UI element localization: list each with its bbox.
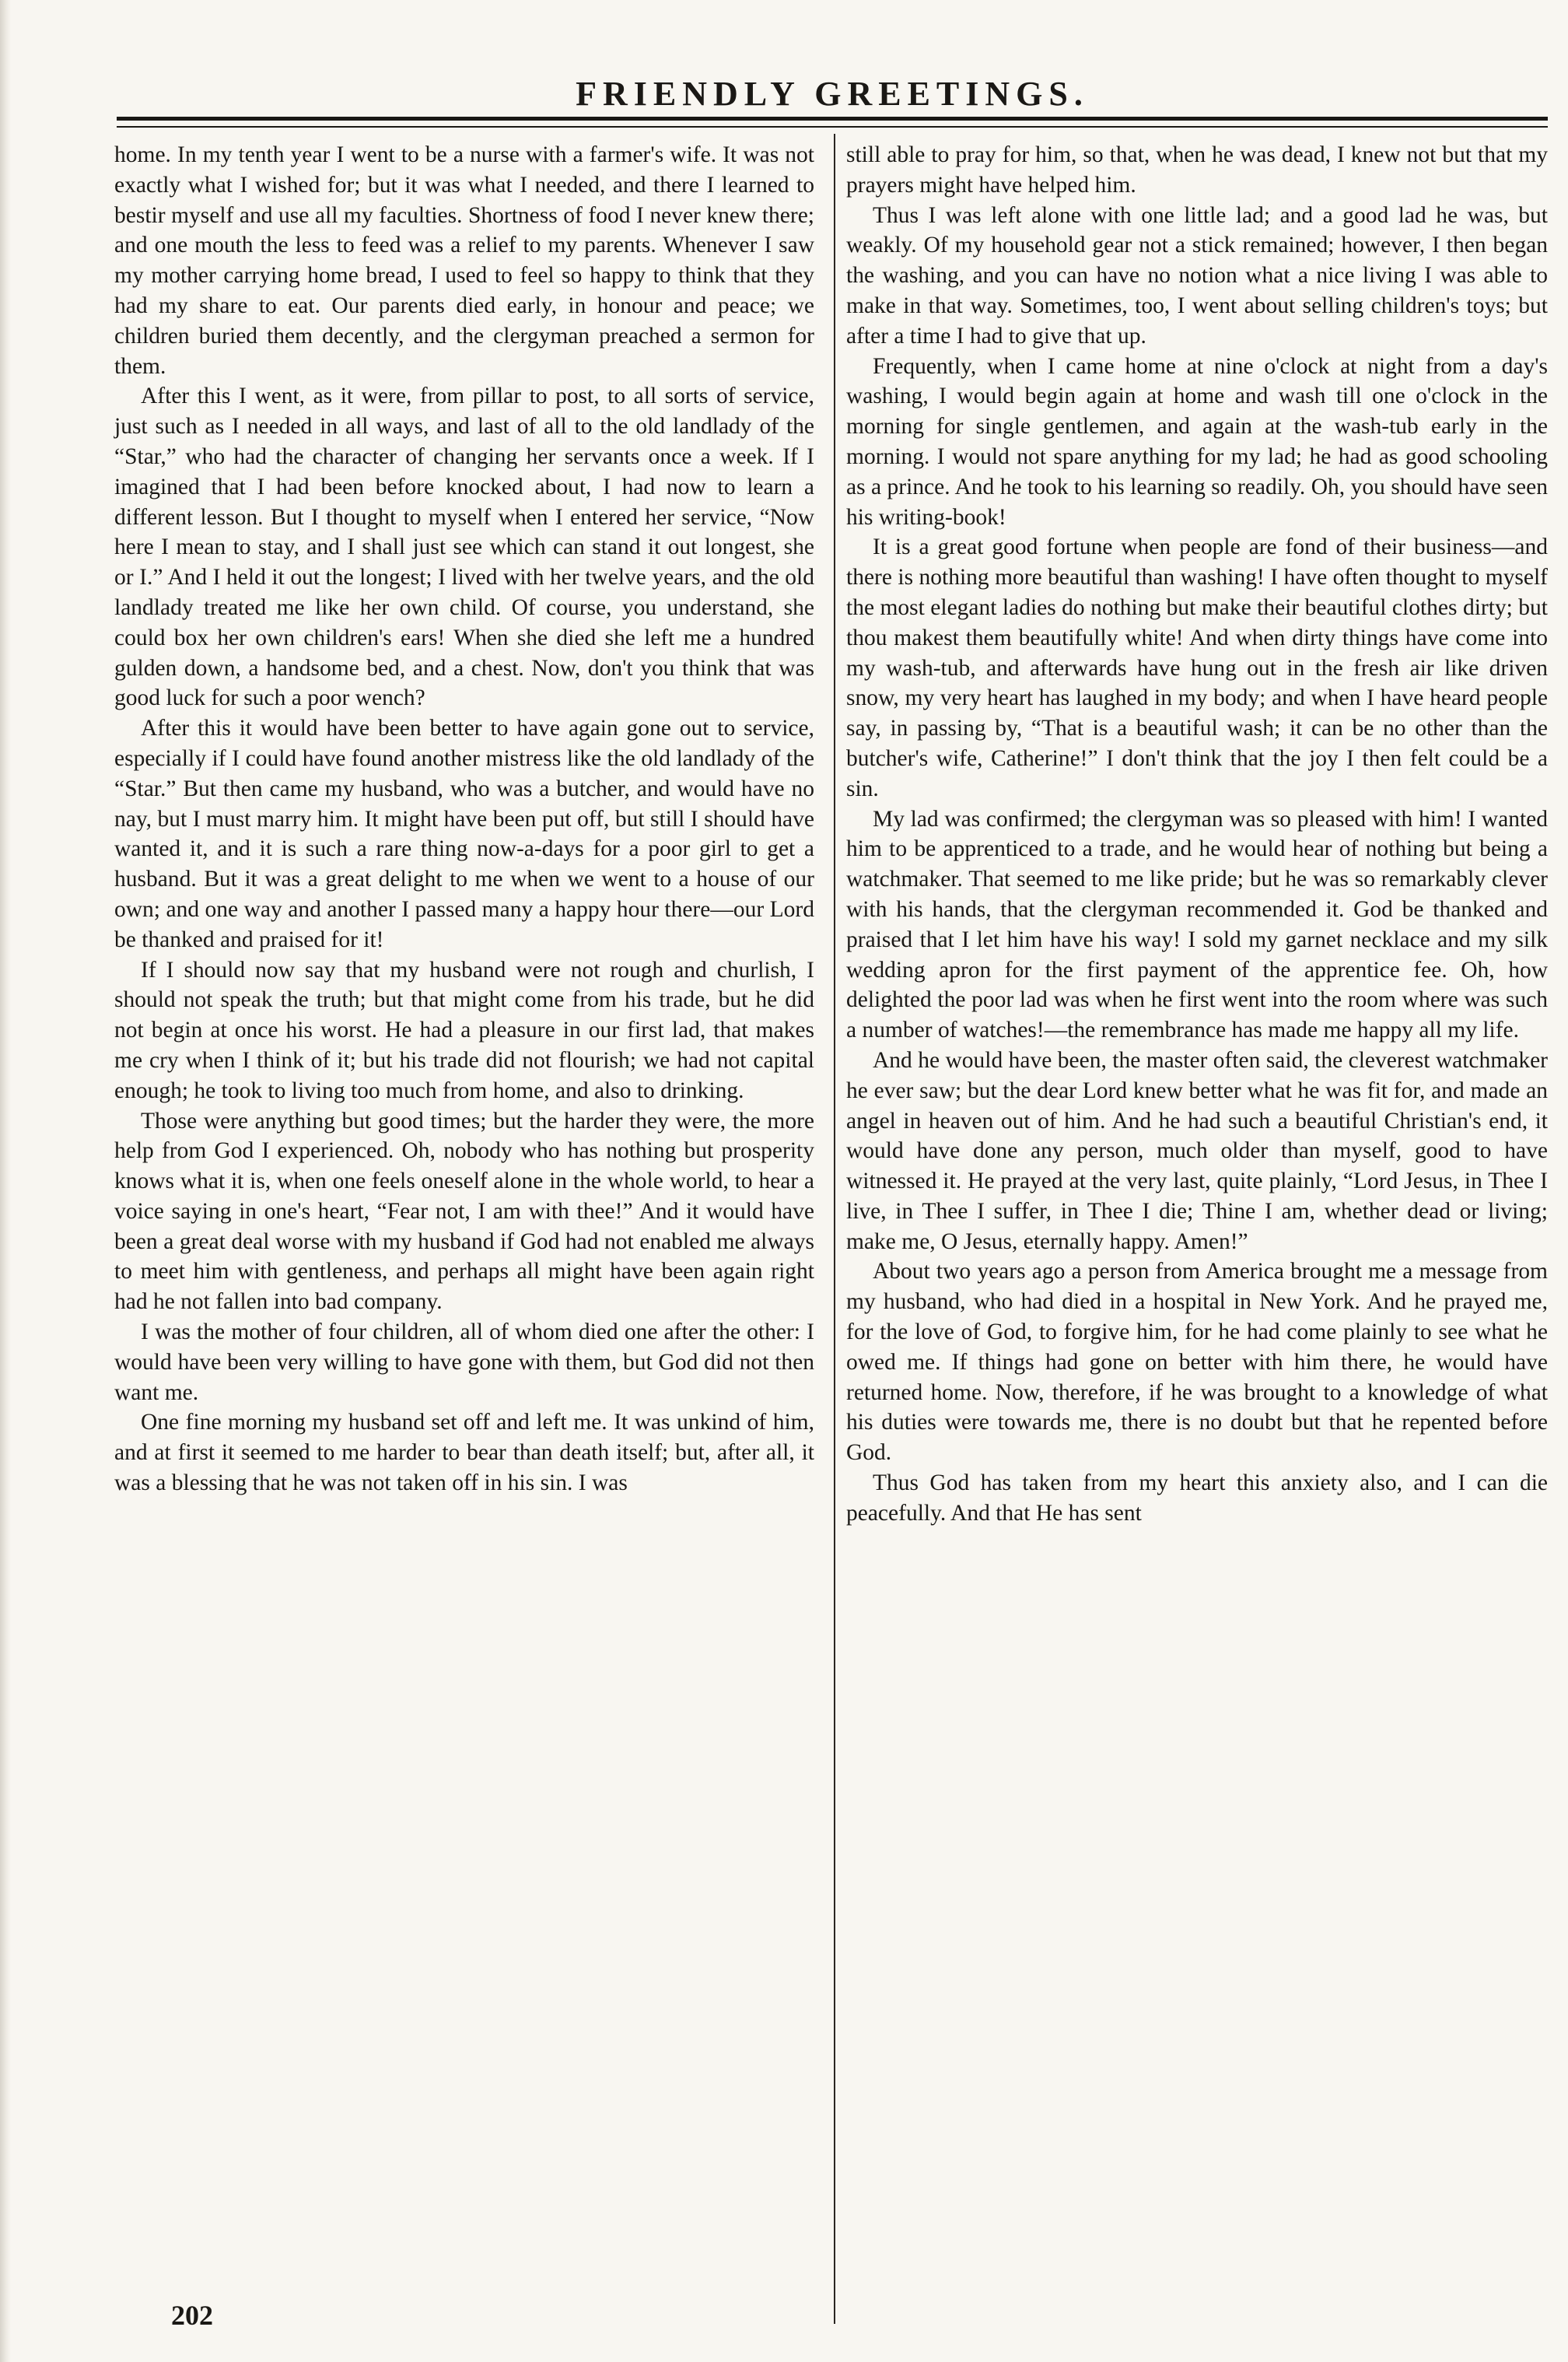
header-rule-thin: [117, 126, 1548, 128]
paragraph: I was the mother of four children, all of whom died one after the other: I would have been very willing to have gone with them, but God did not then want me.: [114, 1319, 814, 1405]
paragraph: And he would have been, the master often said, the cleverest watchmaker he ever saw; but the dear Lord knew better what he was fit for, and made an angel in heaven out of him. And he had such a beautiful Christian's end, it would have done any person, much older than myself, good to have witnessed it. He prayed at the very last, quite plainly, “Lord Jesus, in Thee I live, in Thee I suffer, in Thee I die; Thine I am, whether dead or living; make me, O Jesus, eternally happy. Amen!”: [846, 1047, 1548, 1254]
paragraph: Thus I was left alone with one little lad; and a good lad he was, but weakly. Of my household gear not a stick remained; however, I then began the washing, and you can have no notion what a nice living I was able to make in that way. Sometimes, too, I went about selling children's toys; but after a time I had to give that up.: [846, 202, 1548, 349]
header-rule-thick: [117, 117, 1548, 121]
page-edge-shadow: [0, 0, 11, 2362]
paragraph: One fine morning my husband set off and left me. It was unkind of him, and at first it seemed to me harder to bear than death itself; but, after all, it was a blessing that he was not taken off in his sin. I was: [114, 1410, 814, 1496]
paragraph: Frequently, when I came home at nine o'clock at night from a day's washing, I would begin again at home and wash till one o'clock in the morning for single gentlemen, and again at the wash-tub early in the morning. I would not spare anything for my lad; he had as good schooling as a prince. And he took to his learning so readily. Oh, you should have seen his writing-book!: [846, 353, 1548, 530]
paragraph: About two years ago a person from America brought me a message from my husband, who had died in a hospital in New York. And he prayed me, for the love of God, to forgive him, for he had come plainly to see what he owed me. If things had gone on better with him there, he would have returned home. Now, therefore, if he was brought to a knowledge of what his duties were towards me, there is no doubt but that he repented before God.: [846, 1259, 1548, 1466]
paragraph: It is a great good fortune when people are fond of their business—and there is nothing more beautiful than washing! I have often thought to myself the most elegant ladies do nothing but make their beautiful clothes dirty; but thou makest them beautifully white! And when dirty things have come into my wash-tub, and afterwards have hung out in the fresh air like driven snow, my very heart has laughed in my body; and when I have heard people say, in passing by, “That is a beautiful wash; it can be no other than the butcher's wife, Catherine!” I don't think that the joy I then felt could be a sin.: [846, 534, 1548, 801]
right-column: [846, 140, 1548, 1529]
running-title: FRIENDLY GREETINGS.: [576, 75, 1089, 113]
paragraph: If I should now say that my husband were not rough and churlish, I should not speak the truth; but that might come from his trade, but he did not begin at once his worst. He had a pleasure in our first lad, that makes me cry when I think of it; but his trade did not flourish; we had not capital enough; he took to living too much from home, and also to drinking.: [114, 957, 814, 1103]
paragraph: still able to pray for him, so that, when he was dead, I knew not but that my prayers might have helped him.: [846, 142, 1548, 198]
paragraph: After this it would have been better to have again gone out to service, especially if I could have found another mistress like the old landlady of the “Star.” But then came my husband, who was a butcher, and would have no nay, but I must marry him. It might have been put off, but still I should have wanted it, and it is such a rare thing now-a-days for a poor girl to get a husband. But it was a great delight to me when we went to a house of our own; and one way and another I passed many a happy hour there—our Lord be thanked and praised for it!: [114, 716, 814, 952]
paragraph: After this I went, as it were, from pillar to post, to all sorts of service, just such as I needed in all ways, and last of all to the old landlady of the “Star,” who had the character of changing her servants once a week. If I imagined that I had been before knocked about, I had now to learn a different lesson. But I thought to myself when I entered her service, “Now here I mean to stay, and I shall just see which can stand it out longest, she or I.” And I held it out the longest; I lived with her twelve years, and the old landlady treated me like her own child. Of course, you understand, she could box her own children's ears! When she died she left me a hundred gulden down, a handsome bed, and a chest. Now, don't you think that was good luck for such a poor wench?: [114, 384, 814, 711]
paragraph: Thus God has taken from my heart this anxiety also, and I can die peacefully. And that He has sent: [846, 1470, 1548, 1526]
column-divider: [834, 134, 835, 2324]
paragraph: Those were anything but good times; but the harder they were, the more help from God I experienced. Oh, nobody who has nothing but prosperity knows what it is, when one feels oneself alone in the whole world, to hear a voice saying in one's heart, “Fear not, I am with thee!” And it would have been a great deal worse with my husband if God had not enabled me always to meet him with gentleness, and perhaps all might have been again right had he not fallen into bad company.: [114, 1108, 814, 1315]
left-column: [114, 140, 814, 1498]
paragraph: home. In my tenth year I went to be a nurse with a farmer's wife. It was not exactly what I wished for; but it was what I needed, and there I learned to bestir myself and use all my faculties. Shortness of food I never knew there; and one mouth the less to feed was a relief to my parents. Whenever I saw my mother carrying home bread, I used to feel so happy to think that they had my share to eat. Our parents died early, in honour and peace; we children buried them decently, and the clergyman preached a sermon for them.: [114, 142, 814, 379]
page-number: 202: [171, 2300, 213, 2331]
paragraph: My lad was confirmed; the clergyman was so pleased with him! I wanted him to be apprenticed to a trade, and he would hear of nothing but being a watchmaker. That seemed to me like pride; but he was so remarkably clever with his hands, that the clergyman recommended it. God be thanked and praised that I let him have his way! I sold my garnet necklace and my silk wedding apron for the first payment of the apprentice fee. Oh, how delighted the poor lad was when he first went into the room where was such a number of watches!—the remembrance has made me happy all my life.: [846, 806, 1548, 1043]
